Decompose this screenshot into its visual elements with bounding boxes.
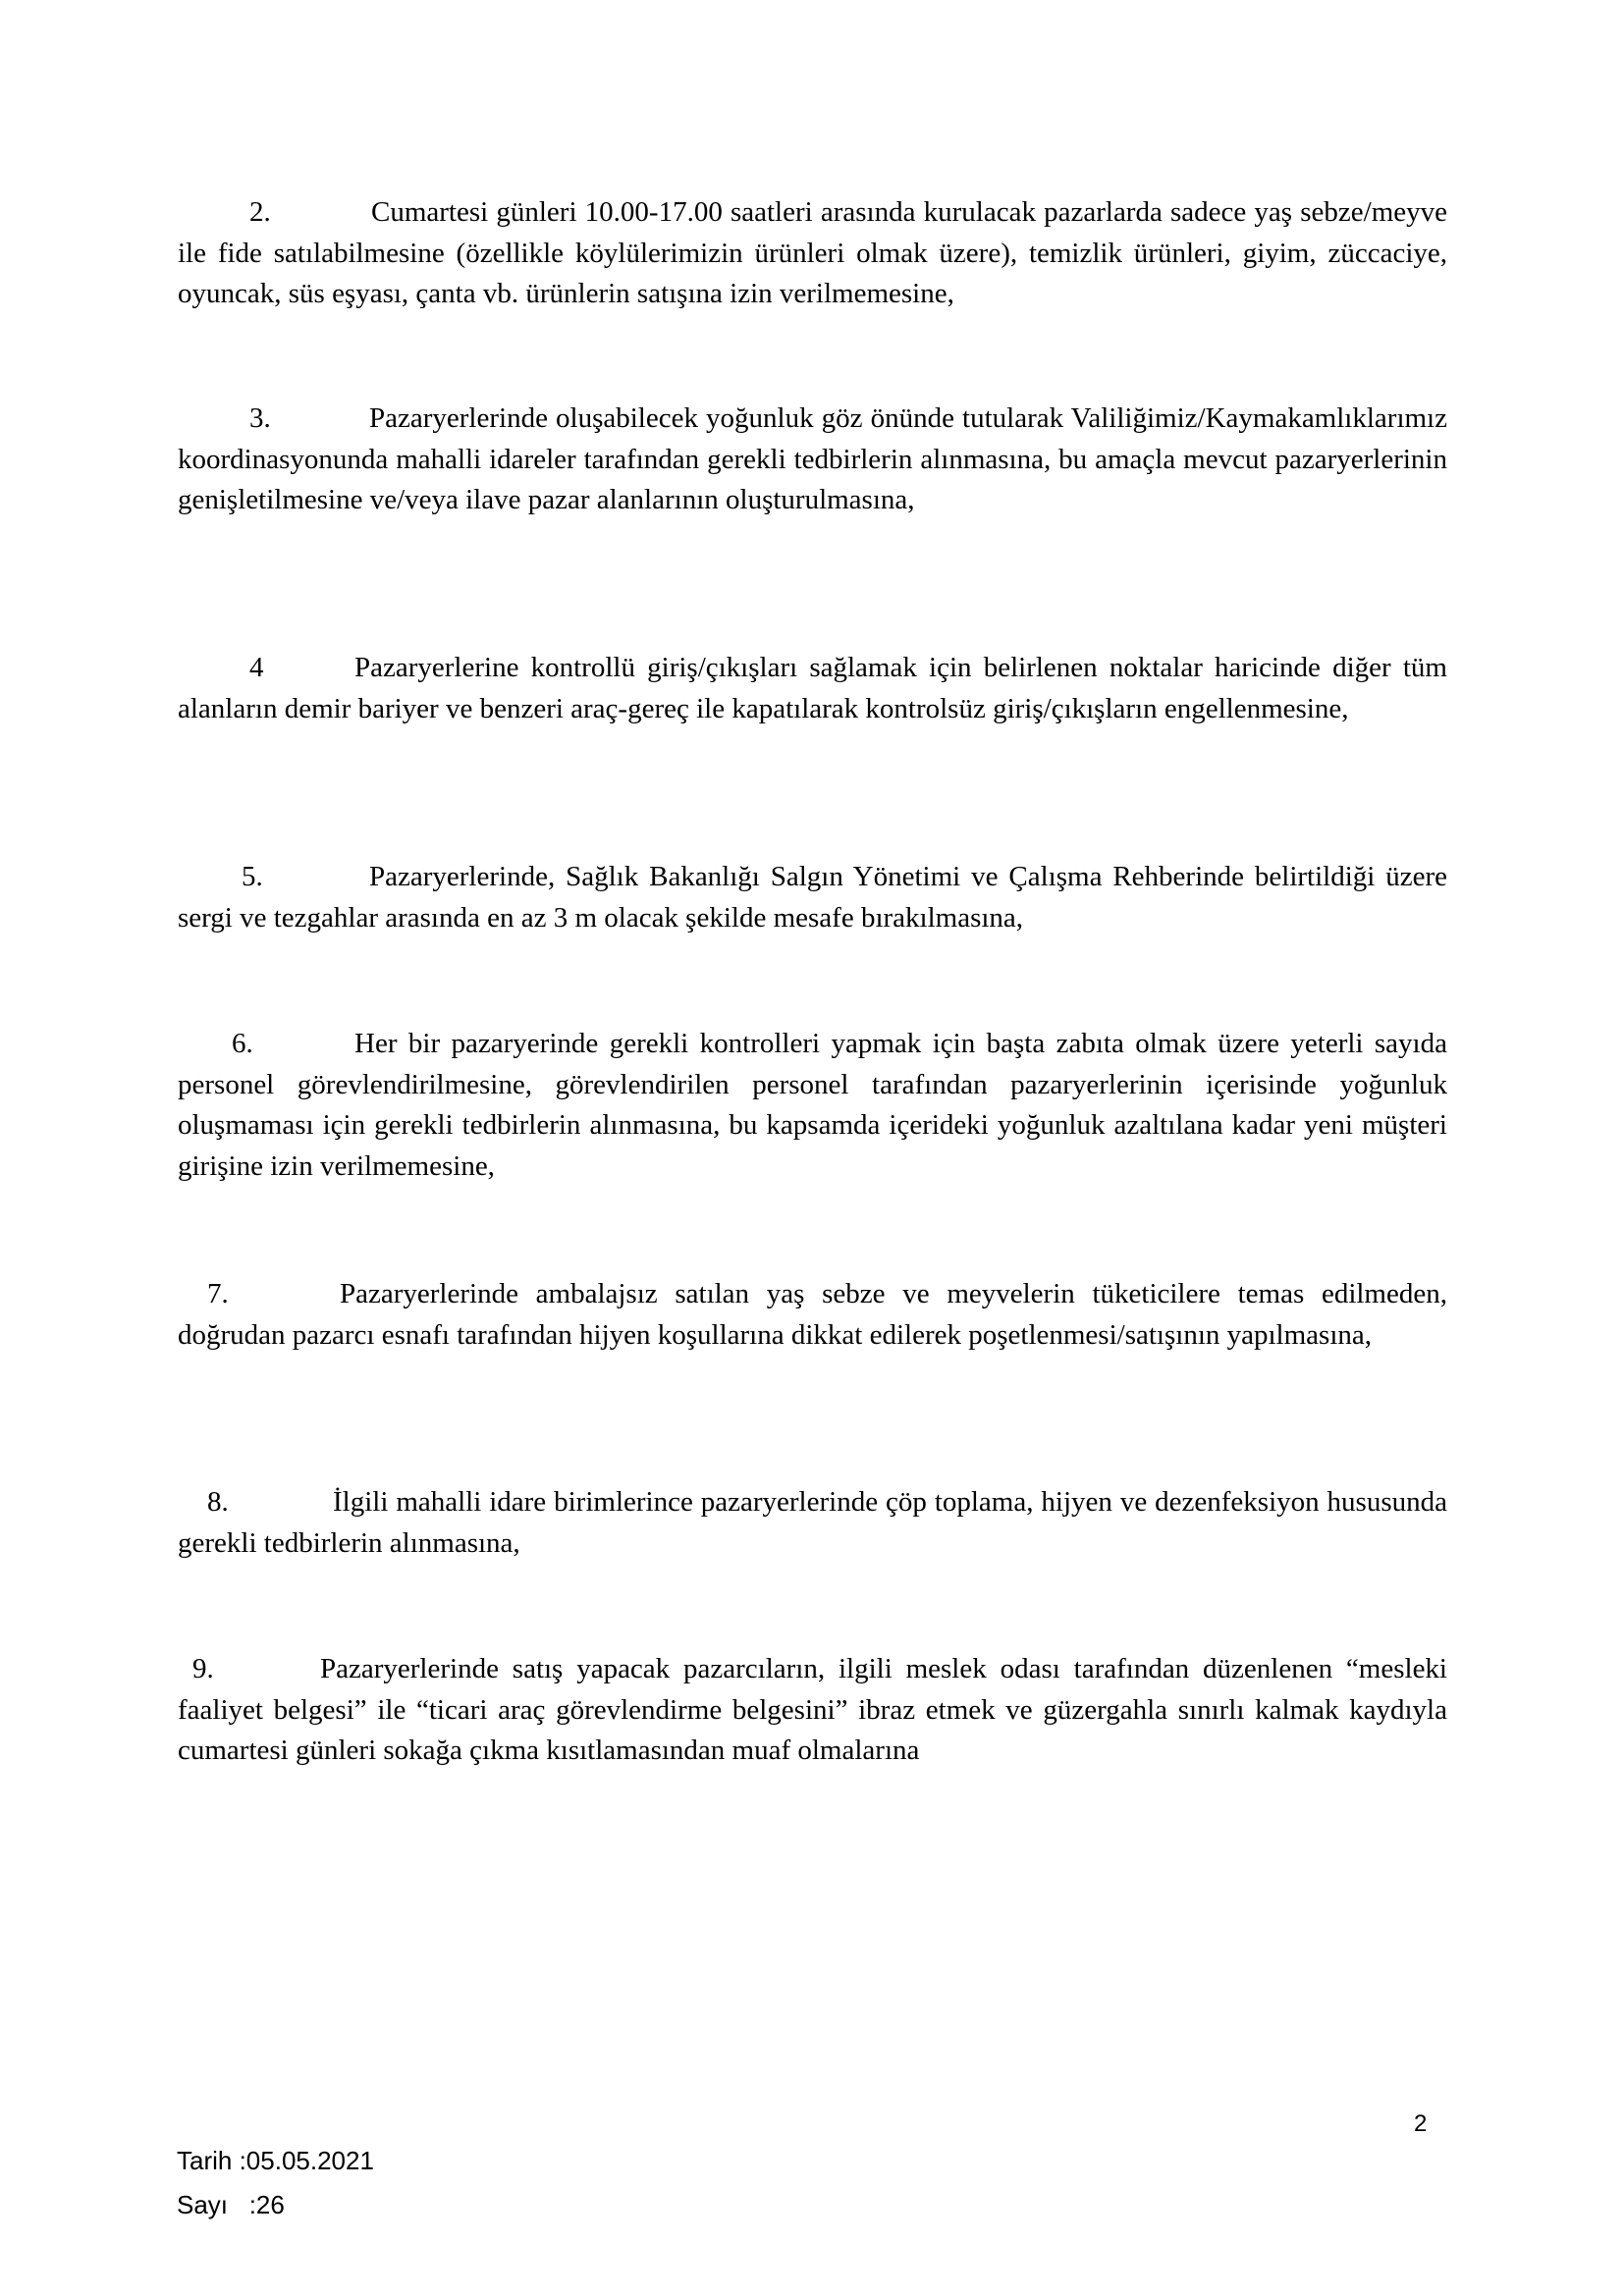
item-text: Pazaryerlerinde satış yapacak pazarcıların, ilgili meslek odası tarafından düzenlenen “mesleki faaliyet belgesi” ile “ticari araç görevlendirme belgesini” ibraz etmek ve güzergahla sınırlı kalmak kaydıyla cumartesi günleri sokağa çıkma kısıtlamasından muaf olmalarına (178, 1653, 1447, 1766)
footer-number: Sayı :26 (177, 2190, 285, 2219)
item-number: 6. (232, 1028, 253, 1059)
list-item-4 (178, 648, 1447, 729)
item-text: Pazaryerlerine kontrollü giriş/çıkışları sağlamak için belirlenen noktalar haricinde diğer tüm alanların demir bariyer ve benzeri araç-gereç ile kapatılarak kontrolsüz giriş/çıkışların engellenmesine, (178, 652, 1447, 724)
footer-date: Tarih :05.05.2021 (177, 2146, 374, 2175)
item-number: 9. (192, 1653, 214, 1684)
item-number: 2. (249, 196, 271, 228)
item-text: İlgili mahalli idare birimlerince pazaryerlerinde çöp toplama, hijyen ve dezenfeksiyon hususunda gerekli tedbirlerin alınmasına, (178, 1486, 1447, 1559)
item-number: 5. (242, 861, 263, 892)
list-item-7 (178, 1274, 1447, 1356)
item-number: 3. (249, 402, 271, 434)
list-item-3 (178, 399, 1447, 521)
list-item-9 (178, 1649, 1447, 1772)
page-number: 2 (1414, 2110, 1428, 2137)
list-item-6 (178, 1024, 1447, 1187)
item-number: 8. (207, 1486, 229, 1518)
list-item-2 (178, 192, 1447, 315)
item-number: 7. (207, 1278, 229, 1309)
item-text: Pazaryerlerinde, Sağlık Bakanlığı Salgın Yönetimi ve Çalışma Rehberinde belirtildiği üzere sergi ve tezgahlar arasında en az 3 m olacak şekilde mesafe bırakılmasına, (178, 861, 1447, 934)
item-number: 4 (249, 652, 264, 683)
item-text: Cumartesi günleri 10.00-17.00 saatleri arasında kurulacak pazarlarda sadece yaş sebze/meyve ile fide satılabilmesine (özellikle köylülerimizin ürünleri olmak üzere), temizlik ürünleri, giyim, züccaciye, oyuncak, süs eşyası, çanta vb. ürünlerin satışına izin verilmemesine, (178, 196, 1447, 309)
list-item-5 (178, 857, 1447, 938)
item-text: Her bir pazaryerinde gerekli kontrolleri yapmak için başta zabıta olmak üzere yeterli sayıda personel görevlendirilmesine, görevlendirilen personel tarafından pazaryerlerinin içerisinde yoğunluk oluşmaması için gerekli tedbirlerin alınmasına, bu kapsamda içerideki yoğunluk azaltılana kadar yeni müşteri girişine izin verilmemesine, (178, 1028, 1447, 1182)
item-text: Pazaryerlerinde ambalajsız satılan yaş sebze ve meyvelerin tüketicilere temas edilmeden, doğrudan pazarcı esnafı tarafından hijyen koşullarına dikkat edilerek poşetlenmesi/satışının yapılmasına, (178, 1278, 1447, 1351)
item-text: Pazaryerlerinde oluşabilecek yoğunluk göz önünde tutularak Valiliğimiz/Kaymakamlıklarımız koordinasyonunda mahalli idareler tarafından gerekli tedbirlerin alınmasına, bu amaçla mevcut pazaryerlerinin genişletilmesine ve/veya ilave pazar alanlarının oluşturulmasına, (178, 402, 1447, 515)
list-item-8 (178, 1482, 1447, 1564)
